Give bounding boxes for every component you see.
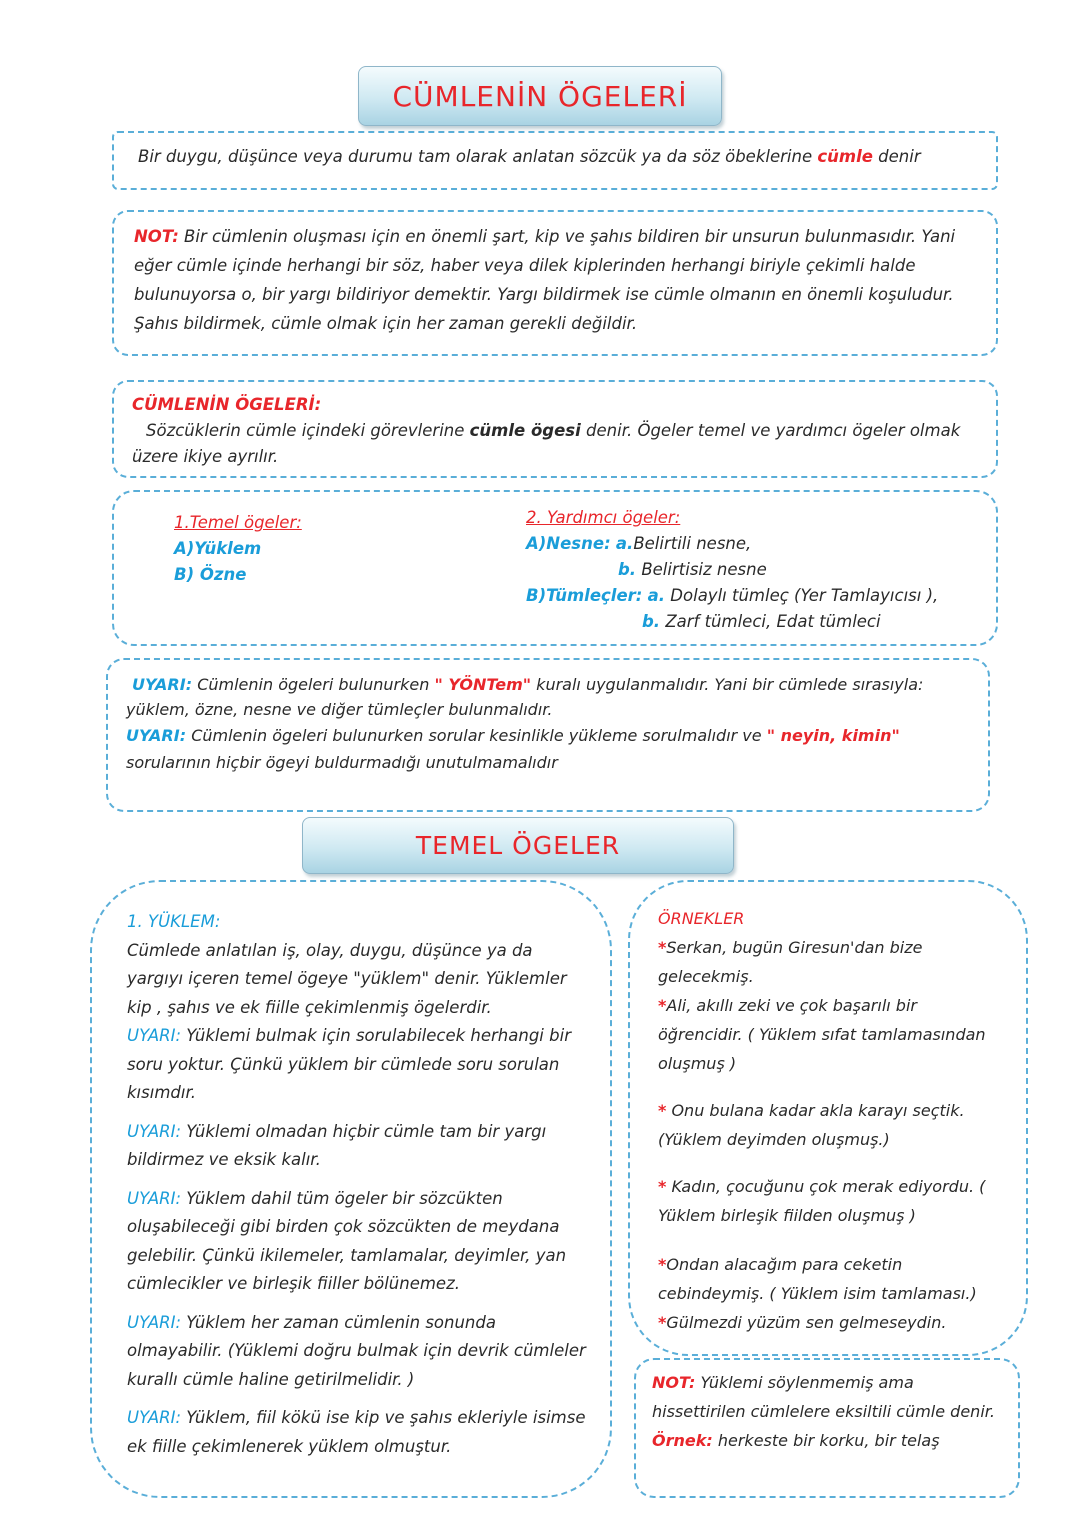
yuklem-content: [127, 908, 589, 1461]
section-title-temel-text: TEMEL ÖGELER: [415, 831, 621, 860]
yuklem-warning-4: UYARI: Yüklem her zaman cümlenin sonunda olmayabilir. (Yüklemi doğru bulmak için devrik cümleler kurallı cümle haline getirilmelidir. ): [127, 1312, 586, 1389]
note-text: NOT: Bir cümlenin oluşması için en önemli şart, kip ve şahıs bildiren bir unsurun bulunmasıdır. Yani eğer cümle içinde herhangi bir söz, haber veya dilek kiplerinden herhangi biriyle çekimli halde bulunuyorsa o, bir yargı bildiriyor demektir. Yargı bildirmek ise cümle olmanın en önemli koşuludur. Şahıs bildirmek, cümle olmak için her zaman gerekli değildir.: [134, 227, 956, 333]
temel-item-yuklem: A)Yüklem: [174, 539, 262, 558]
yuklem-warning-1: UYARI: Yüklemi bulmak için sorulabilecek herhangi bir soru yoktur. Çünkü yüklem bir cümlede soru sorulan kısımdır.: [127, 1026, 571, 1102]
example-3: * Onu bulana kadar akla karayı seçtik. (Yüklem deyimden oluşmuş.): [658, 1101, 965, 1149]
note-label: NOT:: [134, 227, 179, 246]
example-4: * Kadın, çocuğunu çok merak ediyordu. ( Yüklem birleşik fiilden oluşmuş ): [658, 1177, 986, 1225]
examples-content: [658, 904, 998, 1337]
yardimci-heading: 2. Yardımcı ögeler:: [526, 508, 681, 527]
nesne-row: A)Nesne: a.Belirtili nesne,: [526, 534, 752, 553]
temel-heading: 1.Temel ögeler:: [174, 513, 302, 532]
example-2: *Ali, akıllı zeki ve çok başarılı bir öğrencidir. ( Yüklem sıfat tamlamasından oluşmuş ): [658, 996, 986, 1073]
examples-heading: ÖRNEKLER: [658, 909, 745, 928]
elements-heading: CÜMLENİN ÖGELERİ:: [132, 395, 322, 414]
section-title-temel: [302, 817, 734, 874]
yuklem-heading: 1. YÜKLEM:: [127, 912, 221, 931]
example-6: *Gülmezdi yüzüm sen gelmeseydin.: [658, 1313, 947, 1332]
tumlec-row: B)Tümleçler: a. Dolaylı tümleç (Yer Tamlayıcısı ),: [526, 586, 939, 605]
yuklem-warning-2: UYARI: Yüklemi olmadan hiçbir cümle tam bir yargı bildirmez ve eksik kalır.: [127, 1121, 547, 1169]
temel-list: [174, 510, 302, 588]
elements-text: Sözcüklerin cümle içindeki görevlerine cümle ögesi denir. Ögeler temel ve yardımcı ögeler olmak üzere ikiye ayrılır.: [132, 421, 961, 466]
yuklem-intro: Cümlede anlatılan iş, olay, duygu, düşünce ya da yargıyı içeren temel ögeye "yüklem" denir. Yüklemler kip , şahıs ve ek fiille çekimlenmiş ögelerdir.: [127, 940, 567, 1017]
temel-item-ozne: B) Özne: [174, 565, 247, 584]
main-title: [358, 66, 722, 126]
nesne-b-row: b. Belirtisiz nesne: [618, 560, 767, 579]
note2-content: [652, 1368, 1002, 1455]
warning-2: UYARI: Cümlenin ögeleri bulunurken sorular kesinlikle yükleme sorulmalıdır ve " neyin, kimin" sorularının hiçbir ögeyi buldurmadığı unutulmamalıdır: [126, 726, 900, 772]
warning-1: UYARI: Cümlenin ögeleri bulunurken " YÖNTem" kuralı uygulanmalıdır. Yani bir cümlede sırasıyla: yüklem, özne, nesne ve diğer tümleçler bulunmalıdır.: [126, 675, 924, 719]
definition-text: Bir duygu, düşünce veya durumu tam olarak anlatan sözcük ya da söz öbeklerine cümle denir: [138, 147, 921, 166]
tumlec-b-row: b. Zarf tümleci, Edat tümleci: [642, 612, 881, 631]
yuklem-warning-3: UYARI: Yüklem dahil tüm ögeler bir sözcükten oluşabileceği gibi birden çok sözcükten de meydana gelebilir. Çünkü ikilemeler, tamlamalar, deyimler, yan cümlecikler ve birleşik fiiller bölünemez.: [127, 1188, 567, 1293]
note2-text: NOT: Yüklemi söylenmemiş ama hissettirilen cümlelere eksiltili cümle denir.: [652, 1373, 995, 1421]
yardimci-list: [526, 505, 976, 635]
yuklem-warning-5: UYARI: Yüklem, fiil kökü ise kip ve şahıs ekleriyle isimse ek fiille çekimlenerek yüklem olmuştur.: [127, 1408, 586, 1456]
note2-example: Örnek: herkeste bir korku, bir telaş: [652, 1431, 940, 1450]
example-5: *Ondan alacağım para ceketin cebindeymiş. ( Yüklem isim tamlaması.): [658, 1255, 977, 1303]
main-title-text: CÜMLENİN ÖGELERİ: [392, 79, 688, 113]
example-1: *Serkan, bugün Giresun'dan bize gelecekmiş.: [658, 938, 923, 986]
